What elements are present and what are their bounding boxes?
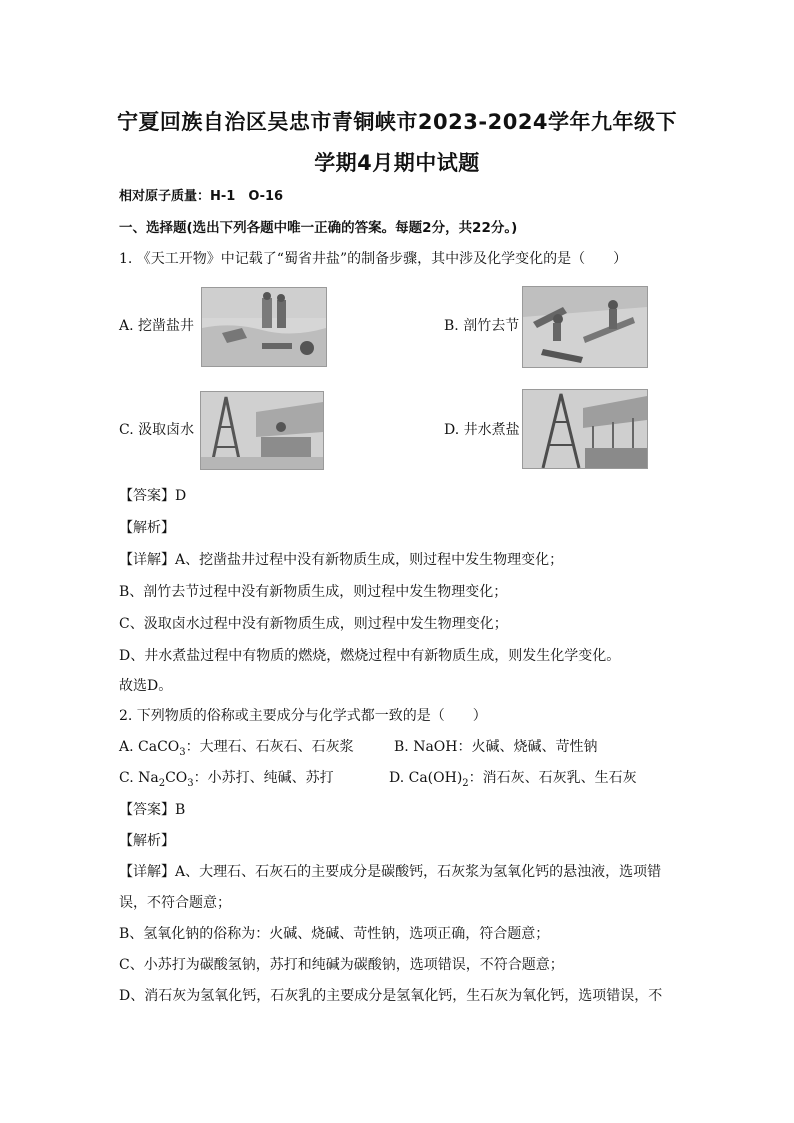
question-2-detail-line: 误，不符合题意； <box>119 895 231 911</box>
bamboo-splitting-image <box>522 286 648 368</box>
question-2-detail-line: 【详解】A、大理石、石灰石的主要成分是碳酸钙，石灰浆为氢氧化钙的悬浊液，选项错 <box>119 864 662 880</box>
brine-drawing-illustration <box>201 392 323 469</box>
option-c-formula: C. Na <box>119 770 159 786</box>
question-2-detail-line: D、消石灰为氢氧化钙，石灰乳的主要成分是氢氧化钙，生石灰为氧化钙，选项错误，不 <box>119 988 663 1004</box>
option-d-label: D. 井水煮盐 <box>444 422 520 438</box>
brine-boiling-image <box>522 389 648 469</box>
question-1-stem: 1. 《天工开物》中记载了“蜀省井盐”的制备步骤，其中涉及化学变化的是（ ） <box>119 251 628 267</box>
question-1-detail-line: 【详解】A、挖凿盐井过程中没有新物质生成，则过程中发生物理变化； <box>119 552 564 568</box>
question-1-detail-line: B、剖竹去节过程中没有新物质生成，则过程中发生物理变化； <box>119 584 508 600</box>
question-1-detail-line: 故选D。 <box>119 678 173 694</box>
option-d-formula: D. Ca(OH) <box>389 770 463 786</box>
option-d-text: ：消石灰、石灰乳、生石灰 <box>468 770 637 786</box>
question-2-stem: 2. 下列物质的俗称或主要成分与化学式都一致的是（ ） <box>119 708 487 724</box>
question-2-option-c <box>119 769 334 787</box>
question-1-detail-line: D、井水煮盐过程中有物质的燃烧，燃烧过程中有新物质生成，则发生化学变化。 <box>119 648 621 664</box>
page-title-line1: 宁夏回族自治区吴忠市青铜峡市2023-2024学年九年级下 <box>116 110 678 134</box>
salt-well-digging-illustration <box>202 288 326 366</box>
question-2-analysis-heading: 【解析】 <box>119 833 175 849</box>
question-1-answer: 【答案】D <box>119 488 187 504</box>
page-title-line2: 学期4月期中试题 <box>314 151 480 175</box>
option-c-formula-mid: CO <box>165 770 188 786</box>
option-c-label: C. 汲取卤水 <box>119 422 195 438</box>
question-1-analysis-heading: 【解析】 <box>119 520 175 536</box>
brine-boiling-illustration <box>523 390 647 468</box>
option-a-subscript: 3 <box>179 746 186 758</box>
option-c-subscript-1: 2 <box>158 777 166 789</box>
option-c-subscript-2: 3 <box>187 777 194 789</box>
bamboo-splitting-illustration <box>523 287 647 367</box>
salt-well-digging-image <box>201 287 327 367</box>
brine-drawing-image <box>200 391 324 470</box>
question-2-option-d <box>389 769 637 787</box>
section-heading: 一、选择题(选出下列各题中唯一正确的答案。每题2分，共22分。) <box>119 220 518 236</box>
option-a-formula: A. CaCO <box>119 739 180 755</box>
option-a-label: A. 挖凿盐井 <box>119 318 195 334</box>
question-2-detail-line: C、小苏打为碳酸氢钠，苏打和纯碱为碳酸钠，选项错误，不符合题意； <box>119 957 564 973</box>
option-a-text: ：大理石、石灰石、石灰浆 <box>185 739 354 755</box>
question-2-option-b: B. NaOH：火碱、烧碱、苛性钠 <box>394 739 598 755</box>
option-b-label: B. 剖竹去节 <box>444 318 520 334</box>
question-2-answer: 【答案】B <box>119 802 186 818</box>
option-d-subscript: 2 <box>462 777 469 789</box>
option-c-text: ：小苏打、纯碱、苏打 <box>193 770 334 786</box>
atomic-mass-note: 相对原子质量：H-1 O-16 <box>119 189 284 204</box>
question-2-option-a <box>119 738 354 756</box>
question-1-detail-line: C、汲取卤水过程中没有新物质生成，则过程中发生物理变化； <box>119 616 508 632</box>
question-2-detail-line: B、氢氧化钠的俗称为：火碱、烧碱、苛性钠，选项正确，符合题意； <box>119 926 550 942</box>
